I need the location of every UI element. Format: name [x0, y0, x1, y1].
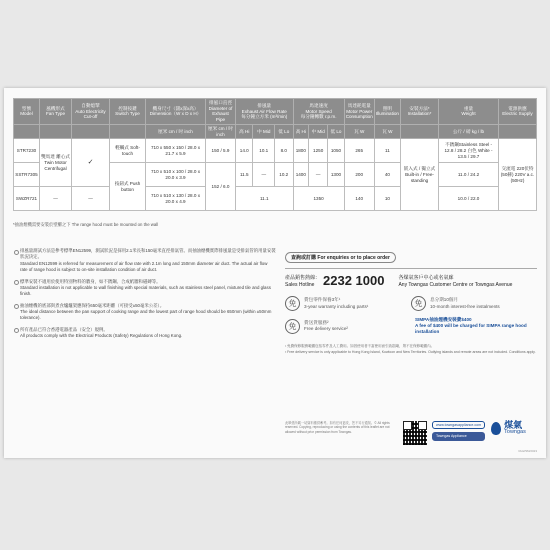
free-icon: 免 — [285, 296, 300, 311]
list-item: 抽油煙機的底部與煮食爐爐架應保持650毫米距離（可接受±50毫米公差）。 The ideal distance between the pan support of cooking range and the lowest part of range hood should be 650mm (within ±50mm tolerance). — [14, 303, 276, 322]
col-fan-type: 風機形式 Fan Type — [40, 99, 72, 125]
table-footnote: *抽油煙機需要安裝於壁櫃之下 The range hood must be mounted on the wall — [13, 222, 159, 227]
table-row: SWZR721 — — 710 x 510 x 130 / 28.0 x 20.0 x 4.9 11.1 1350 140 10 10.0 / 22.0 — [14, 187, 537, 211]
perk-delivery: 免 費送貨服務² Free delivery service² — [285, 317, 411, 336]
col-power: 馬達耗電量 Motor Power Consumption — [344, 99, 374, 125]
divider — [285, 268, 537, 269]
spec-table — [13, 98, 537, 211]
unit-hi: 高 Hi — [293, 124, 309, 138]
hotline-number[interactable]: 2232 1000 — [323, 273, 385, 288]
unit-power: 瓦 W — [344, 124, 374, 138]
qr-code-icon[interactable] — [403, 421, 427, 445]
sales-hotline: 產品銷售熱線： Sales Hotline 2232 1000 各煤氣客戶中心或名氣廊 Any Towngas Customer Centre or Towngas Avenue — [285, 273, 513, 288]
table-row: STR7230 雙馬達 離心式 Twin Motor Centrifugal ✓ 輕觸式 Soft-touch 710 x 550 x 150 / 28.0 x 21.7 x 5.9 150 / 5.9 14.0 10.1 8.0 1800 1250 1050 265 11 嵌入式 / 獨立式 Built-in / Free-standing 不銹鋼Stainless Steel - 12.8 / 28.2 白色 White - 13.5 / 29.7 交流電 220伏特 (50赫) 220V a.c. (50Hz) — [14, 139, 537, 163]
unit-lo: 低 Lo — [328, 124, 344, 138]
col-installation: 安裝方法* Installation* — [401, 99, 439, 125]
table-header-row — [14, 99, 537, 125]
unit-weight: 公斤 / 磅 kg / lb — [439, 124, 499, 138]
unit-mid: 中 Mid — [253, 124, 275, 138]
list-item: 標準安裝不適用於使用特別物料的牆身，如不銹鋼、合成紙牆和磁磚等。 Standard installation is not applicable to wall finishing with special materials, such as stainless steel panel, mixtured tile and glass finish. — [14, 279, 276, 298]
col-flow: 排風量 Exhaust Air Flow Rate 每分鐘立方米 (m³/min) — [236, 99, 294, 125]
unit-dimension: 厘米 cm / 吋 inch — [146, 124, 206, 138]
footer — [285, 421, 537, 445]
facebook-link[interactable]: Towngas Appliance — [432, 432, 485, 440]
check-icon: ✓ — [72, 139, 110, 187]
unit-lo: 低 Lo — [275, 124, 294, 138]
unit-diameter: 厘米 cm / 吋 inch — [206, 124, 236, 138]
col-auto-cutoff: 自動熄掣 Auto Electricity Cut-off — [72, 99, 110, 125]
list-item: 排風量測試方法是參考標準EN12599，測試狀況是採用2.1米長和150毫米直徑排氣管。而抽油煙機實際排風量是受排氣管的用量安裝狀況決定。 Standard EN12599 is referred for measurement of air flow rate with 2.1m long and 150mm diameter air duct. The actual air flow rate of range hood is subject to on-site installation condition of air duct. — [14, 248, 276, 274]
perk-installation-fee: SIMPA抽油煙機安裝費$400 A fee of $400 will be charged for SIMPA range hood installation — [415, 317, 527, 335]
copyright-text: 此單張所載一切資料僅供參考。如有任何更改，恕不另行通知。© All rights reserved. Copying, reproducing or using the contents of this leaflet are not allowed without prior permission from Towngas. — [285, 421, 390, 434]
customer-centre: 各煤氣客戶中心或名氣廊 Any Towngas Customer Centre or Towngas Avenue — [398, 275, 513, 288]
towngas-logo: 煤氣 Towngas — [491, 421, 526, 436]
doc-code: RH2/9M/2023 — [518, 449, 537, 453]
fan-type-cell: 雙馬達 離心式 Twin Motor Centrifugal — [40, 139, 72, 187]
unit-mid: 中 Mid — [309, 124, 328, 138]
col-weight: 重量 Weight — [439, 99, 499, 125]
perks-list — [285, 296, 537, 342]
col-light: 照明 Illumination — [374, 99, 400, 125]
table-row: SSTR7305 按鈕式 Push button 710 x 510 x 100 / 28.0 x 20.0 x 3.9 152 / 6.0 11.5 — 10.2 1400 — 1300 200 40 11.0 / 24.2 — [14, 163, 537, 187]
col-electric: 電源供應 Electric Supply — [499, 99, 537, 125]
col-speed: 馬達速度 Motor Speed 每分鐘轉數 r.p.m. — [293, 99, 344, 125]
flame-icon — [491, 422, 501, 435]
fine-print: ¹ 免費保修服務範圍包括零件及人工費用。如因使用者不當使用而引致損壞，則不在保修範圍內。 ² Free delivery service is only applicable to Hong Kong Island, Kowloon and New Territories. Outlying islands and remote areas are not included. Conditions apply. — [285, 343, 536, 355]
enquiry-title: 查詢或訂購 For enquiries or to place order — [285, 252, 396, 263]
electric-supply-cell: 交流電 220伏特 (50赫) 220V a.c. (50Hz) — [499, 139, 537, 211]
installation-cell: 嵌入式 / 獨立式 Built-in / Free-standing — [401, 139, 439, 211]
free-icon: 免 — [411, 296, 426, 311]
enquiry-panel — [285, 246, 537, 357]
free-icon: 免 — [285, 319, 300, 334]
notes-list — [14, 248, 276, 345]
col-switch: 控制按鍵 Switch Type — [110, 99, 146, 125]
list-item: 所有產品已符合香港電器產品（安全）規例。 All products comply with the Electrical Products (Safety) Regulations of Hong Kong. — [14, 327, 276, 340]
col-model: 型號 Model — [14, 99, 40, 125]
footer-links — [432, 421, 485, 444]
product-spec-sheet — [4, 88, 546, 458]
unit-light: 瓦 W — [374, 124, 400, 138]
website-link[interactable]: www.towngasappliance.com — [432, 421, 485, 429]
perk-instalments: 免 息分期10個月 10-month interest-free instalments — [411, 296, 537, 311]
col-diameter: 排風口直徑 Diameter of Exhaust Pipe — [206, 99, 236, 125]
col-dimension: 機身尺寸（闊x深x高） Dimension（W x D x H） — [146, 99, 206, 125]
perk-warranty: 免 費包零件保養3年¹ 3-year warranty including parts¹ — [285, 296, 411, 311]
unit-hi: 高 Hi — [236, 124, 253, 138]
table-unit-row — [14, 124, 537, 138]
